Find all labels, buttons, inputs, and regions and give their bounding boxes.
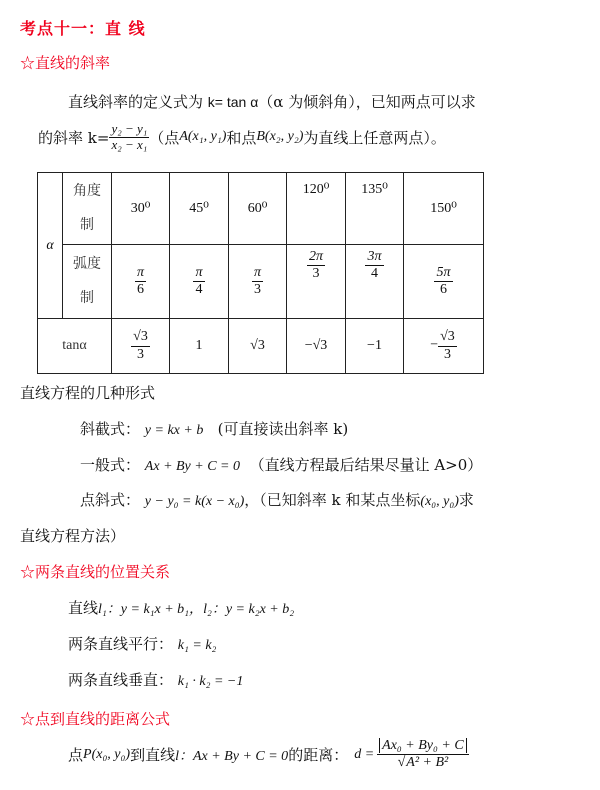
degree-cell: 60⁰ [229,173,287,245]
slope-intercept-line [80,418,348,439]
tan-num: √3 [438,329,457,346]
degree-label-line2: 制 [80,217,94,233]
distance-prefix: 点 [68,746,84,765]
radian-label-cell [63,245,112,319]
point-slope-coord: (x₀, y₀) [420,494,459,509]
distance-suffix: 的距离： [288,746,349,765]
perpendicular-formula: k₁ · k₂ = −1 [177,674,244,689]
lines-label: 直线 [68,599,99,617]
point-slope-formula: y − y₀ = k(x − x₀) [144,494,245,509]
line-l1: l₁ [98,602,107,617]
degree-cell: 30⁰ [112,173,170,245]
tan-cell [112,319,170,374]
tan-cell: −√3 [287,319,346,374]
tan-cell: 1 [170,319,229,374]
distance-formula-line [68,738,469,771]
radian-num: π [252,265,263,282]
tan-label-text: tanα [62,338,87,353]
two-lines-definition [68,597,294,618]
slope-definition-prefix: 直线斜率的定义式为 [68,93,208,111]
tan-num: √3 [131,329,150,346]
degree-label-cell [63,173,112,245]
slope-intercept-label: 斜截式： [80,420,141,438]
slope-two-point-suffix: 为直线上任意两点）。 [303,128,446,147]
distance-line: l：Ax + By + C = 0 [175,748,289,764]
tan-label [38,319,112,374]
radian-cell [287,245,346,319]
radian-cell [229,245,287,319]
point-slope-line [80,489,474,510]
distance-mid: 到直线 [130,746,176,765]
angle-table [37,172,484,374]
radian-den: 6 [136,282,144,297]
table-row-tan [38,319,484,374]
radian-den: 6 [439,282,447,297]
degree-cell: 150⁰ [404,173,484,245]
radian-label-line1: 弧度 [73,256,101,272]
line-l2-formula: ：y = k₂x + b₂ [211,602,295,617]
section-heading-forms: 直线方程的几种形式 [20,384,156,402]
radian-num: π [193,265,204,282]
distance-fraction: $\frac{\text{Ax₀ + By₀ + C}}{\text{√A² + B²}}$ [377,738,469,771]
perpendicular-line [68,669,243,690]
radian-den: 4 [370,266,378,282]
alpha-label: α [38,173,63,319]
section-heading-slope: ☆直线的斜率 [20,54,111,72]
radian-cell [112,245,170,319]
point-slope-note: ，（已知斜率 k 和某点坐标 [244,491,421,509]
radian-num: π [135,265,146,282]
radian-cell [346,245,404,319]
point-slope-line2: 直线方程方法） [20,527,126,545]
radian-den: 3 [312,266,320,282]
radian-den: 4 [195,282,203,297]
distance-point: P(x₀, y₀) [83,746,131,762]
slope-two-point-mid2: 和点 [226,128,257,147]
slope-definition-formula: k= tan α [207,94,259,110]
radian-num: 2π [307,249,325,266]
parallel-line [68,633,216,654]
perpendicular-label: 两条直线垂直： [68,671,174,689]
degree-cell: 45⁰ [170,173,229,245]
table-row-radians [38,245,484,319]
slope-two-point-prefix: 的斜率 k= [38,128,110,147]
tan-cell: −1 [346,319,404,374]
slope-intercept-note: (可直接读出斜率 k) [217,420,349,438]
slope-fraction-numerator: y₂ − y₁ [111,121,148,136]
section-heading-distance: ☆点到直线的距离公式 [20,710,171,728]
slope-definition-line [68,91,476,112]
radian-den: 3 [253,282,261,297]
tan-den: 3 [443,346,451,362]
general-form-note: （直线方程最后结果尽量让 A>0） [249,456,483,474]
point-slope-tail: 求 [458,491,474,509]
slope-two-point-line [38,122,446,153]
general-form-label: 一般式： [80,456,141,474]
section-heading-relations: ☆两条直线的位置关系 [20,563,171,581]
slope-fraction-denominator: x₂ − x₁ [111,136,148,152]
degree-cell: 120⁰ [287,173,346,245]
tan-cell: √3 [229,319,287,374]
point-a: A(x₁, y₁) [179,129,227,145]
degree-label-line1: 角度 [73,183,101,199]
tan-sign: − [430,338,439,353]
slope-fraction [109,122,149,153]
general-form-formula: Ax + By + C = 0 [144,459,241,474]
table-row-degrees [38,173,484,245]
distance-numerator: Ax₀ + By₀ + C [379,738,467,753]
general-form-line [80,454,482,475]
radian-cell [404,245,484,319]
slope-definition-suffix: （α 为倾斜角），已知两点可以求 [258,93,476,111]
slope-intercept-formula: y = kx + b [144,423,204,438]
parallel-formula: k₁ = k₂ [177,638,217,653]
parallel-label: 两条直线平行： [68,635,174,653]
tan-den: 3 [137,346,144,362]
page-title: 考点十一：直 线 [20,19,146,38]
radian-cell [170,245,229,319]
radian-label-line2: 制 [80,290,94,306]
slope-two-point-mid1: （点 [149,128,180,147]
point-slope-label: 点斜式： [80,491,141,509]
degree-cell: 135⁰ [346,173,404,245]
tan-cell [404,319,484,374]
distance-d-eq: d = [354,746,375,762]
radian-num: 5π [434,265,452,282]
radian-num: 3π [365,249,383,266]
line-l1-formula: ：y = k₁x + b₁， [106,602,204,617]
distance-denominator: A² + B² [406,755,449,771]
line-l2: l₂ [203,602,212,617]
point-b: B(x₂, y₂) [256,129,304,145]
